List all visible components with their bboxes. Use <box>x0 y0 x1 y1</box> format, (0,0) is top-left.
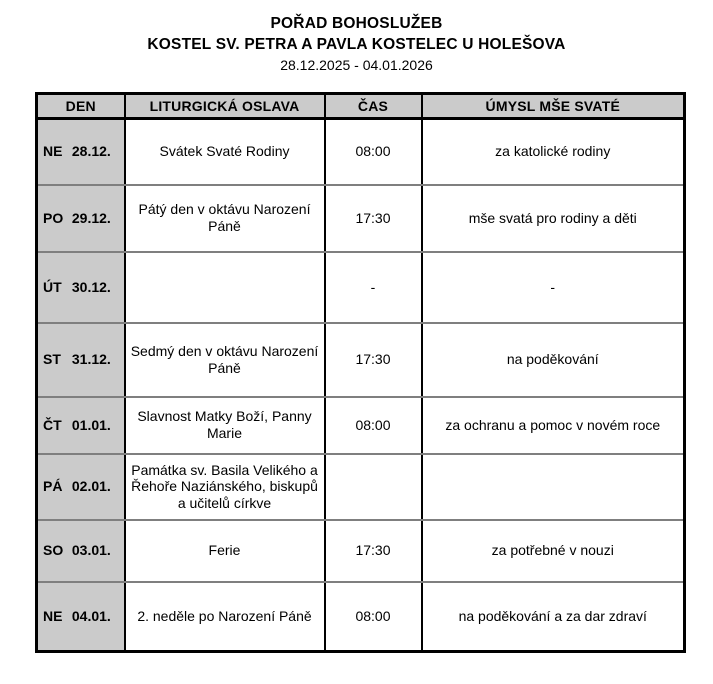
table-row <box>37 252 685 323</box>
col-header-time: ČAS <box>325 94 422 119</box>
intention-cell: za potřebné v nouzi <box>422 520 685 582</box>
table-row <box>37 323 685 397</box>
day-cell <box>37 397 125 454</box>
page-title: POŘAD BOHOSLUŽEB <box>270 15 443 32</box>
intention-cell: na poděkování <box>422 323 685 397</box>
day-abbr: PÁ <box>43 478 63 495</box>
celebration-cell: Památka sv. Basila Velikého a Řehoře Naziánského, biskupů a učitelů církve <box>125 454 325 520</box>
day-cell <box>37 119 125 185</box>
day-date: 29.12. <box>71 209 111 226</box>
time-cell: 17:30 <box>325 323 422 397</box>
day-cell <box>37 520 125 582</box>
table-row <box>37 454 685 520</box>
intention-cell: za katolické rodiny <box>422 119 685 185</box>
table-row <box>37 119 685 185</box>
day-cell <box>37 454 125 520</box>
day-cell <box>37 185 125 252</box>
time-cell: 08:00 <box>325 119 422 185</box>
church-title: KOSTEL SV. PETRA A PAVLA KOSTELEC U HOLEŠOVA <box>147 36 566 53</box>
intention-cell <box>422 454 685 520</box>
intention-cell: mše svatá pro rodiny a děti <box>422 185 685 252</box>
schedule-table <box>35 92 686 653</box>
celebration-cell: Svátek Svaté Rodiny <box>125 119 325 185</box>
table-row <box>37 185 685 252</box>
day-date: 31.12. <box>71 351 111 368</box>
table-header-row <box>37 94 685 119</box>
time-cell <box>325 454 422 520</box>
celebration-cell: Pátý den v oktávu Narození Páně <box>125 185 325 252</box>
celebration-cell: Ferie <box>125 520 325 582</box>
day-abbr: SO <box>43 542 64 559</box>
day-abbr: NE <box>43 607 63 624</box>
col-header-den: DEN <box>37 94 125 119</box>
day-abbr: ÚT <box>43 278 62 295</box>
intention-cell: za ochranu a pomoc v novém roce <box>422 397 685 454</box>
day-cell <box>37 252 125 323</box>
celebration-cell <box>125 252 325 323</box>
day-date: 03.01. <box>71 542 111 559</box>
day-abbr: NE <box>43 143 63 160</box>
table-row <box>37 520 685 582</box>
time-cell: 08:00 <box>325 397 422 454</box>
col-header-intention: ÚMYSL MŠE SVATÉ <box>422 94 685 119</box>
day-abbr: PO <box>43 209 64 226</box>
time-cell: - <box>325 252 422 323</box>
day-date: 30.12. <box>71 278 111 295</box>
day-date: 01.01. <box>71 416 111 433</box>
day-abbr: ST <box>43 351 61 368</box>
col-header-celebration: LITURGICKÁ OSLAVA <box>125 94 325 119</box>
date-range: 28.12.2025 - 04.01.2026 <box>280 57 433 73</box>
intention-cell: na poděkování a za dar zdraví <box>422 582 685 652</box>
celebration-cell: Slavnost Matky Boží, Panny Marie <box>125 397 325 454</box>
celebration-cell: Sedmý den v oktávu Narození Páně <box>125 323 325 397</box>
day-date: 04.01. <box>71 607 111 624</box>
time-cell: 08:00 <box>325 582 422 652</box>
day-cell <box>37 323 125 397</box>
time-cell: 17:30 <box>325 520 422 582</box>
celebration-cell: 2. neděle po Narození Páně <box>125 582 325 652</box>
day-abbr: ČT <box>43 416 62 433</box>
intention-cell: - <box>422 252 685 323</box>
day-cell <box>37 582 125 652</box>
title-block <box>0 0 713 75</box>
table-row <box>37 397 685 454</box>
table-row <box>37 582 685 652</box>
day-date: 02.01. <box>71 478 111 495</box>
time-cell: 17:30 <box>325 185 422 252</box>
day-date: 28.12. <box>71 143 111 160</box>
